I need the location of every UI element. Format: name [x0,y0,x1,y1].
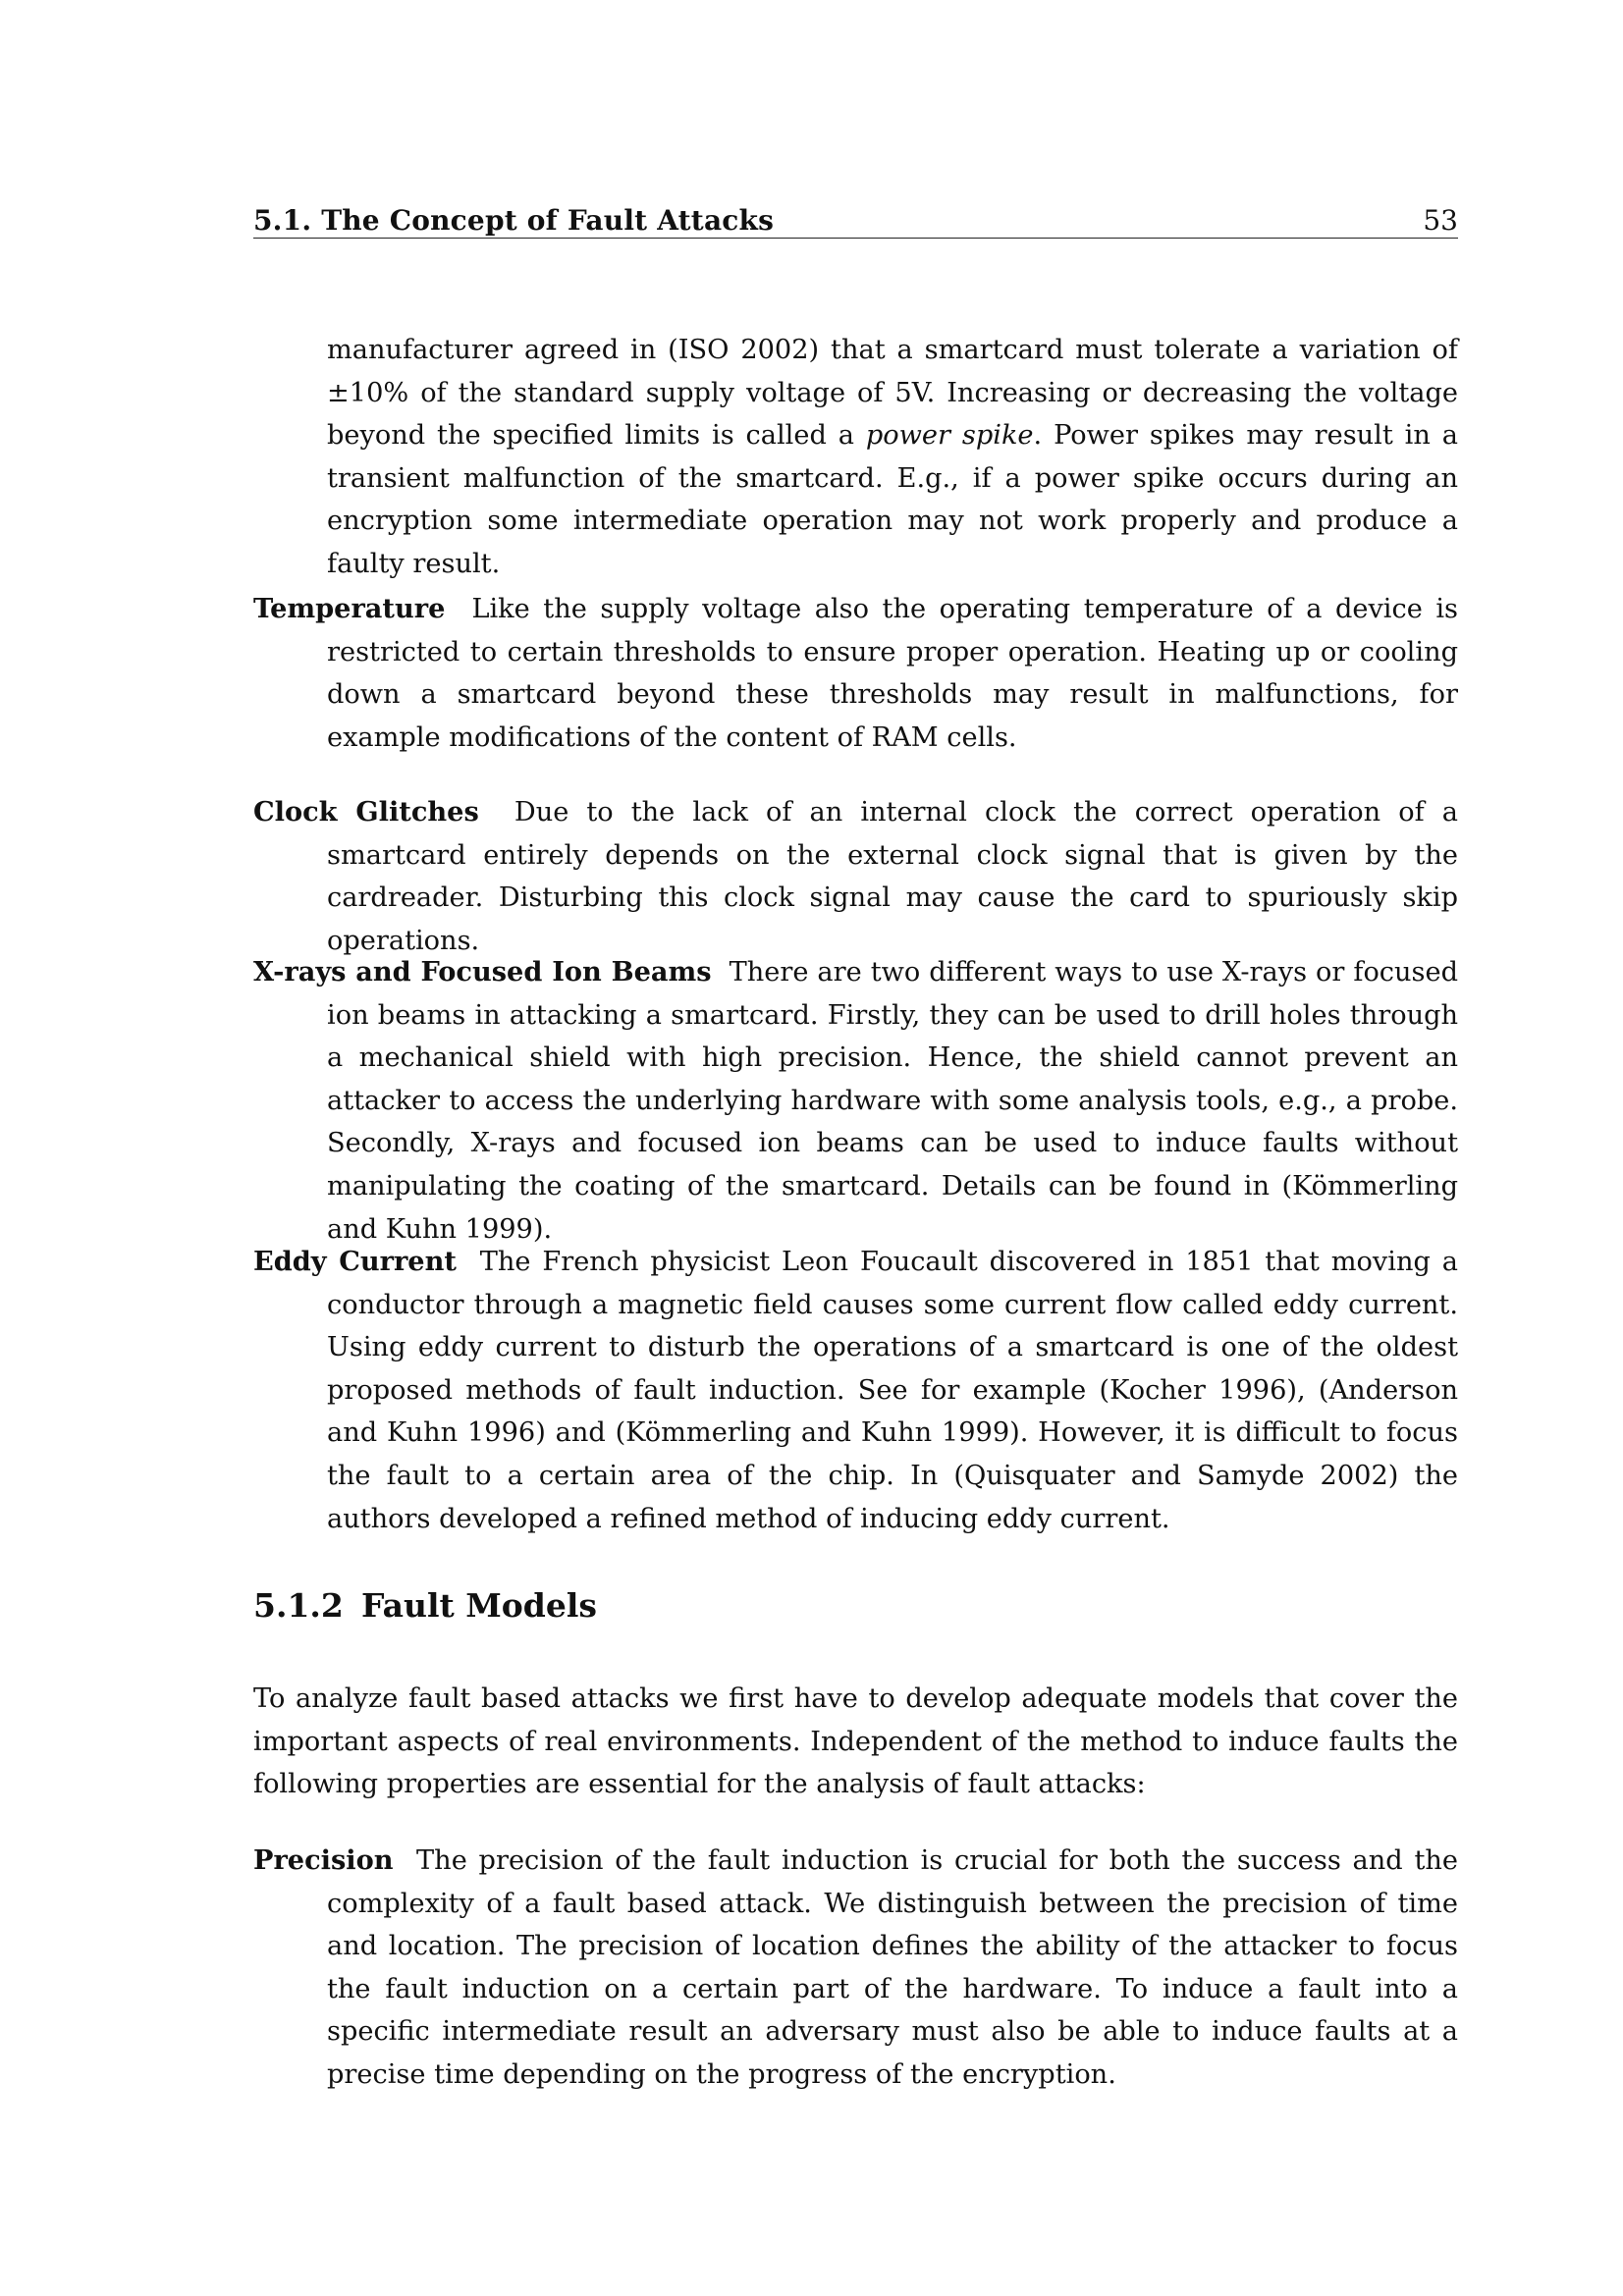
term-label: X-rays and Focused Ion Beams [253,956,712,988]
list-item-precision [253,1840,1458,2097]
list-item-temperature [253,588,1458,759]
term-label: Temperature [253,593,446,624]
continued-paragraph: manufacturer agreed in (ISO 2002) that a smartcard must tolerate a variation of ±10% of the standard supply voltage of 5V. Increasing or decreasing the voltage beyond the specified limits is called a power spike. Power spikes may result in a transient malfunction of the smartcard. E.g., if a power spike occurs during an encryption some intermediate operation may not work properly and produce a faulty result. [327,335,1458,579]
section-heading [253,1586,597,1625]
term-description: The precision of the fault induction is crucial for both the success and the complexity of a fault based attack. We distinguish between the precision of time and location. The precision of location defines the ability of the attacker to focus the fault induction on a certain part of the hardware. To induce a fault into a specific intermediate result an adversary must also be able to induce faults at a precise time depending on the progress of the encryption. [327,1845,1458,2090]
section-number: 5.1.2 [253,1586,344,1625]
list-item-clock-glitches [253,791,1458,962]
section-title: Fault Models [361,1586,597,1625]
term-description: Due to the lack of an internal clock the correct operation of a smartcard entirely depends on the external clock signal that is given by the cardreader. Disturbing this clock signal may cause the card to spuriously skip operations. [327,797,1458,956]
term-label: Precision [253,1844,394,1876]
term-description: There are two different ways to use X-rays or focused ion beams in attacking a smartcard. Firstly, they can be used to drill holes through a mechanical shield with high precision. Hence, the shield cannot prevent an attacker to access the underlying hardware with some analysis tools, e.g., a probe. Secondly, X-rays and focused ion beams can be used to induce faults without manipulating the coating of the smartcard. Details can be found in (Kömmerling and Kuhn 1999). [327,957,1458,1245]
section-intro-paragraph: To analyze fault based attacks we first have to develop adequate models that cover the important aspects of real environments. Independent of the method to induce faults the following properties are essential for the analysis of fault attacks: [253,1683,1458,1800]
term-label: Clock Glitches [253,796,479,828]
running-header [253,198,1458,239]
page-number: 53 [1423,204,1458,237]
running-header-title: 5.1. The Concept of Fault Attacks [253,204,775,237]
term-label: Eddy Current [253,1246,457,1277]
list-item-eddy-current [253,1241,1458,1540]
emphasis-power-spike: power spike [865,420,1034,452]
term-description: The French physicist Leon Foucault discovered in 1851 that moving a conductor through a magnetic field causes some current flow called eddy current. Using eddy current to disturb the operations of a smartcard is one of the oldest proposed methods of fault induction. See for example (Kocher 1996), (Anderson and Kuhn 1996) and (Kömmerling and Kuhn 1999). However, it is difficult to focus the fault to a certain area of the chip. In (Quisquater and Samyde 2002) the authors developed a refined method of inducing eddy current. [327,1247,1458,1534]
list-item-xrays [253,951,1458,1251]
term-description: Like the supply voltage also the operating temperature of a device is restricted to certain thresholds to ensure proper operation. Heating up or cooling down a smartcard beyond these thresholds may result in malfunctions, for example modifications of the content of RAM cells. [327,594,1458,753]
